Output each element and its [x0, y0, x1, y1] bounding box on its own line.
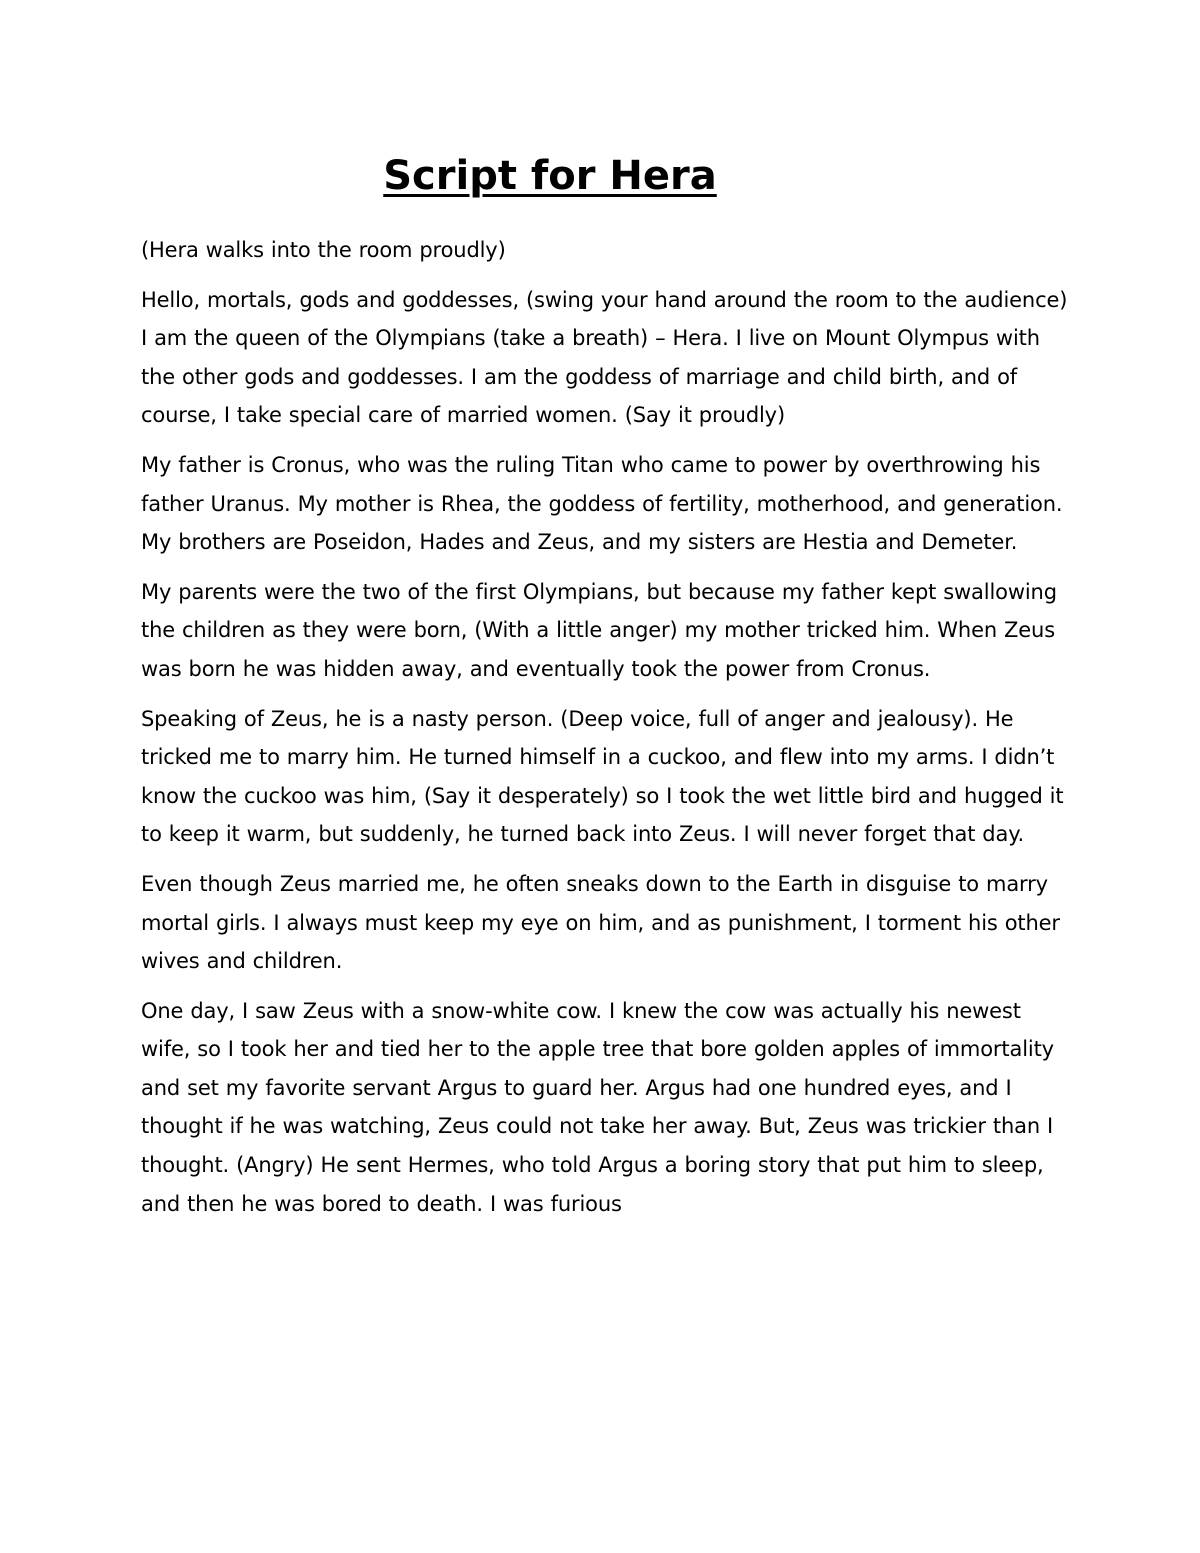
document-title: Script for Hera	[383, 153, 717, 199]
zeus-paragraph: Speaking of Zeus, he is a nasty person. (Deep voice, full of anger and jealousy). He tricked me to marry him. He turned himself in a cuckoo, and flew into my arms. I didn’t know the cuckoo was him, (Say it desperately) so I took the wet little bird and hugged it to keep it warm, but suddenly, he turned back into Zeus. I will never forget that day.	[141, 706, 1064, 847]
parents-paragraph: My parents were the two of the first Olympians, but because my father kept swallowing the children as they were born, (With a little anger) my mother tricked him. When Zeus was born he was hidden away, and eventually took the power from Cronus.	[141, 579, 1057, 681]
introduction-paragraph: Hello, mortals, gods and goddesses, (swing your hand around the room to the audience) I am the queen of the Olympians (take a breath) – Hera. I live on Mount Olympus with the other gods and goddesses. I am the goddess of marriage and child birth, and of course, I take special care of married women. (Say it proudly)	[141, 287, 1068, 428]
stage-direction-paragraph: (Hera walks into the room proudly)	[141, 238, 506, 262]
disguise-paragraph: Even though Zeus married me, he often sneaks down to the Earth in disguise to marry mortal girls. I always must keep my eye on him, and as punishment, I torment his other wives and children.	[141, 871, 1060, 974]
cow-story-paragraph: One day, I saw Zeus with a snow-white cow. I knew the cow was actually his newest wife, so I took her and tied her to the apple tree that bore golden apples of immortality and set my favorite servant Argus to guard her. Argus had one hundred eyes, and I thought if he was watching, Zeus could not take her away. But, Zeus was trickier than I thought. (Angry) He sent Hermes, who told Argus a boring story that put him to sleep, and then he was bored to death. I was furious	[141, 998, 1054, 1216]
document-body	[141, 231, 1071, 1234]
family-paragraph: My father is Cronus, who was the ruling Titan who came to power by overthrowing his father Uranus. My mother is Rhea, the goddess of fertility, motherhood, and generation. My brothers are Poseidon, Hades and Zeus, and my sisters are Hestia and Demeter.	[141, 452, 1063, 555]
